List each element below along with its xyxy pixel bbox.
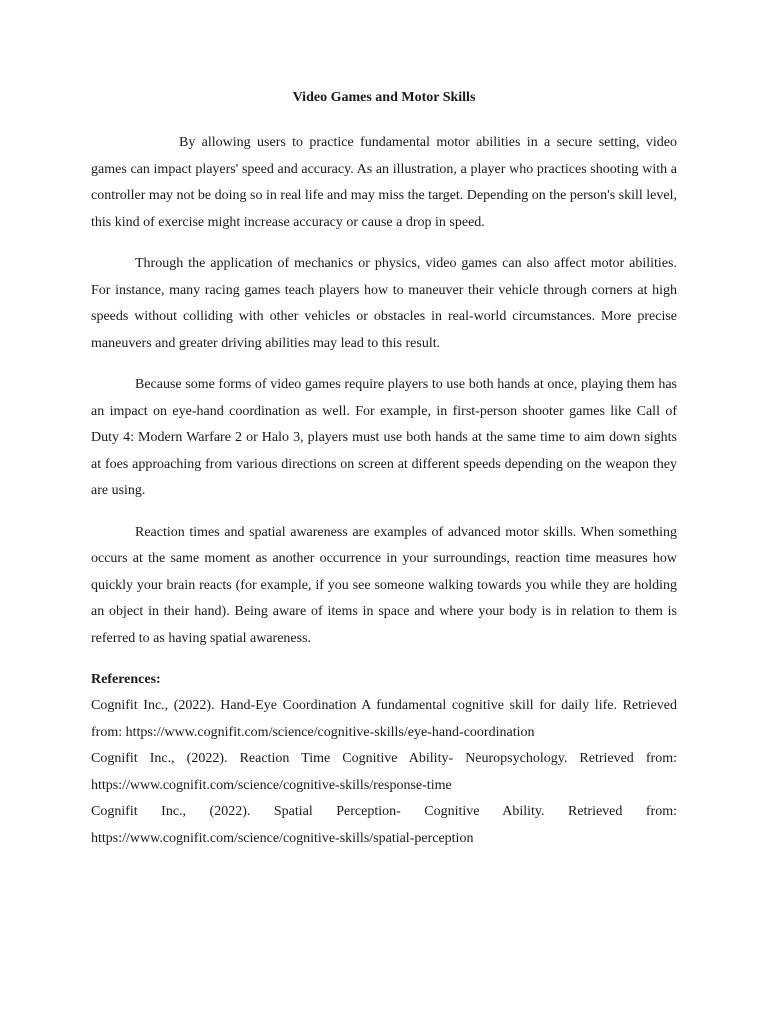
reference-item-3: Cognifit Inc., (2022). Spatial Perception- Cognitive Ability. Retrieved from: https://www.cognifit.com/science/cognitive-skills/spatial-perception xyxy=(91,804,677,846)
document-title: Video Games and Motor Skills xyxy=(292,90,476,105)
body-paragraph-4: Reaction times and spatial awareness are examples of advanced motor skills. When something occurs at the same moment as another occurrence in your surroundings, reaction time measures how quickly your brain reacts (for example, if you see someone walking towards you while they are holding an object in their hand). Being aware of items in space and where your body is in relation to them is referred to as having spatial awareness. xyxy=(91,524,677,646)
body-paragraph-2: Through the application of mechanics or physics, video games can also affect motor abilities. For instance, many racing games teach players how to maneuver their vehicle through corners at high speeds without colliding with other vehicles or obstacles in real-world circumstances. More precise maneuvers and greater driving abilities may lead to this result. xyxy=(91,256,677,351)
reference-item-1: Cognifit Inc., (2022). Hand-Eye Coordination A fundamental cognitive skill for daily life. Retrieved from: https://www.cognifit.com/science/cognitive-skills/eye-hand-coordination xyxy=(91,698,677,740)
body-paragraph-3: Because some forms of video games require players to use both hands at once, playing them has an impact on eye-hand coordination as well. For example, in first-person shooter games like Call of Duty 4: Modern Warfare 2 or Halo 3, players must use both hands at the same time to aim down sights at foes approaching from various directions on screen at different speeds depending on the weapon they are using. xyxy=(91,377,677,498)
reference-item-2: Cognifit Inc., (2022). Reaction Time Cognitive Ability- Neuropsychology. Retrieved from: https://www.cognifit.com/science/cognitive-skills/response-time xyxy=(91,751,677,793)
document-page xyxy=(91,88,677,852)
references-heading: References: xyxy=(91,672,161,687)
body-paragraph-1: By allowing users to practice fundamental motor abilities in a secure setting, video games can impact players' speed and accuracy. As an illustration, a player who practices shooting with a controller may not be doing so in real life and may miss the target. Depending on the person's skill level, this kind of exercise might increase accuracy or cause a drop in speed. xyxy=(91,135,677,230)
